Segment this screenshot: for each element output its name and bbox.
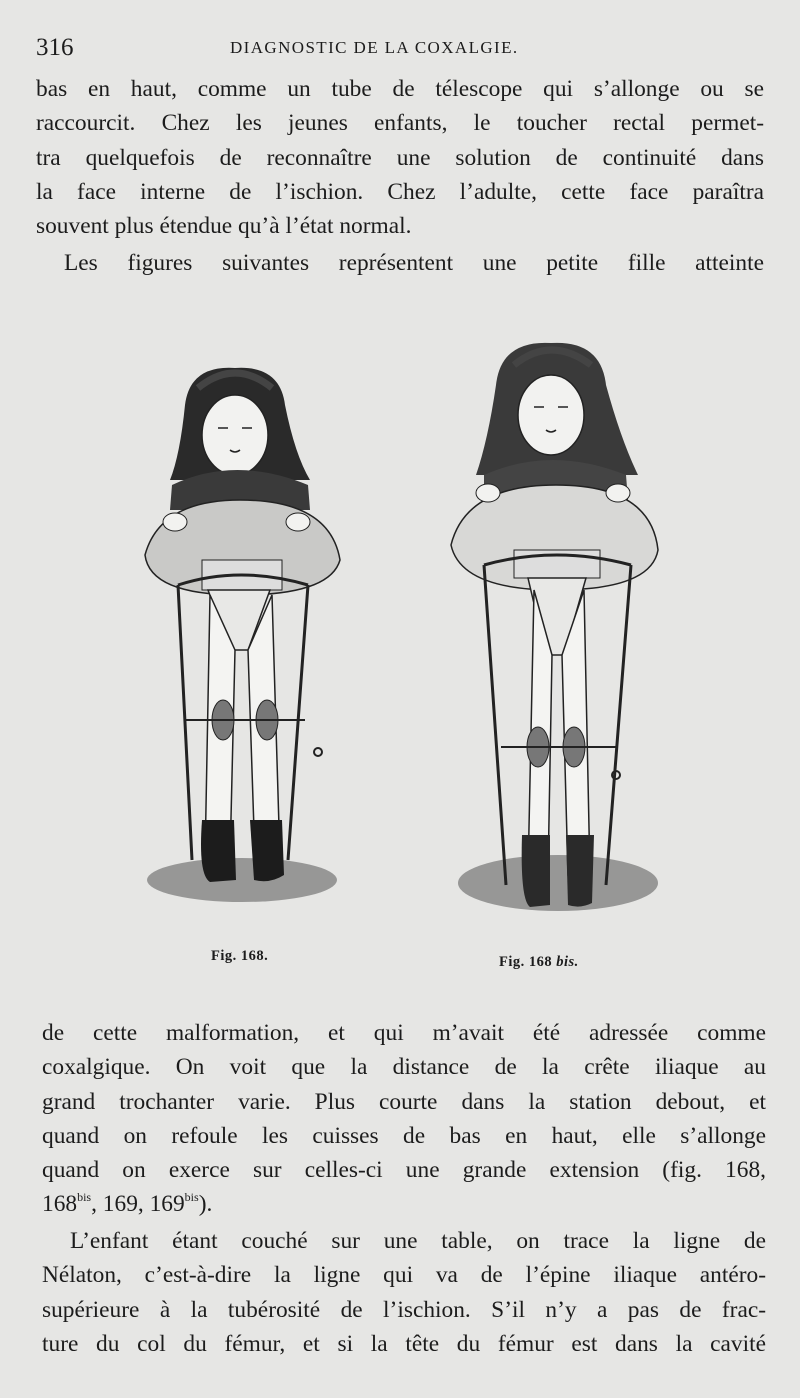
paragraph-3	[42, 1016, 766, 1222]
paragraph-1	[36, 72, 764, 243]
text-line: raccourcit. Chez les jeunes enfants, le toucher rectal permet-	[36, 110, 764, 137]
text-line: supérieure à la tubérosité de l’ischion. S’il n’y a pas de frac-	[42, 1296, 766, 1323]
figure-168bis-illustration	[446, 335, 671, 925]
text-line: quand on refoule les cuisses de bas en haut, elle s’allonge	[42, 1122, 766, 1149]
text-line: L’enfant étant couché sur une table, on trace la ligne de	[70, 1228, 766, 1254]
text-line: la face interne de l’ischion. Chez l’adulte, cette face paraîtra	[36, 178, 764, 205]
text-line: bas en haut, comme un tube de télescope qui s’allonge ou se	[36, 76, 764, 102]
page-header	[36, 34, 760, 64]
caption-italic: bis.	[556, 954, 579, 970]
paragraph-2	[36, 246, 764, 280]
figure-168-caption: Fig. 168.	[211, 948, 269, 964]
text-fragment: 168	[42, 1191, 78, 1218]
page-number: 316	[36, 34, 74, 61]
superscript: bis	[184, 1190, 199, 1205]
text-line	[42, 1187, 766, 1221]
text-fragment: ).	[198, 1191, 213, 1218]
figure-168bis-caption	[499, 954, 579, 971]
text-line: ture du col du fémur, et si la tête du fémur est dans la cavité	[42, 1330, 766, 1357]
paragraph-4	[42, 1224, 766, 1361]
text-line: souvent plus étendue qu’à l’état normal.	[36, 213, 412, 240]
caption-text: Fig. 168	[499, 954, 557, 970]
running-head: DIAGNOSTIC DE LA COXALGIE.	[230, 38, 519, 57]
superscript: bis	[77, 1190, 92, 1205]
text-line: Les figures suivantes représentent une petite fille atteinte	[64, 250, 764, 276]
text-line: grand trochanter varie. Plus courte dans la station debout, et	[42, 1088, 766, 1115]
figure-168-illustration	[130, 360, 355, 920]
text-line: Nélaton, c’est-à-dire la ligne qui va de l’épine iliaque antéro-	[42, 1262, 766, 1289]
text-line: coxalgique. On voit que la distance de la crête iliaque au	[42, 1054, 766, 1081]
text-line: quand on exerce sur celles-ci une grande extension (fig. 168,	[42, 1157, 766, 1184]
text-line: tra quelquefois de reconnaître une solution de continuité dans	[36, 144, 764, 171]
text-line: de cette malformation, et qui m’avait été adressée comme	[42, 1020, 766, 1046]
text-fragment: , 169, 169	[91, 1191, 185, 1218]
